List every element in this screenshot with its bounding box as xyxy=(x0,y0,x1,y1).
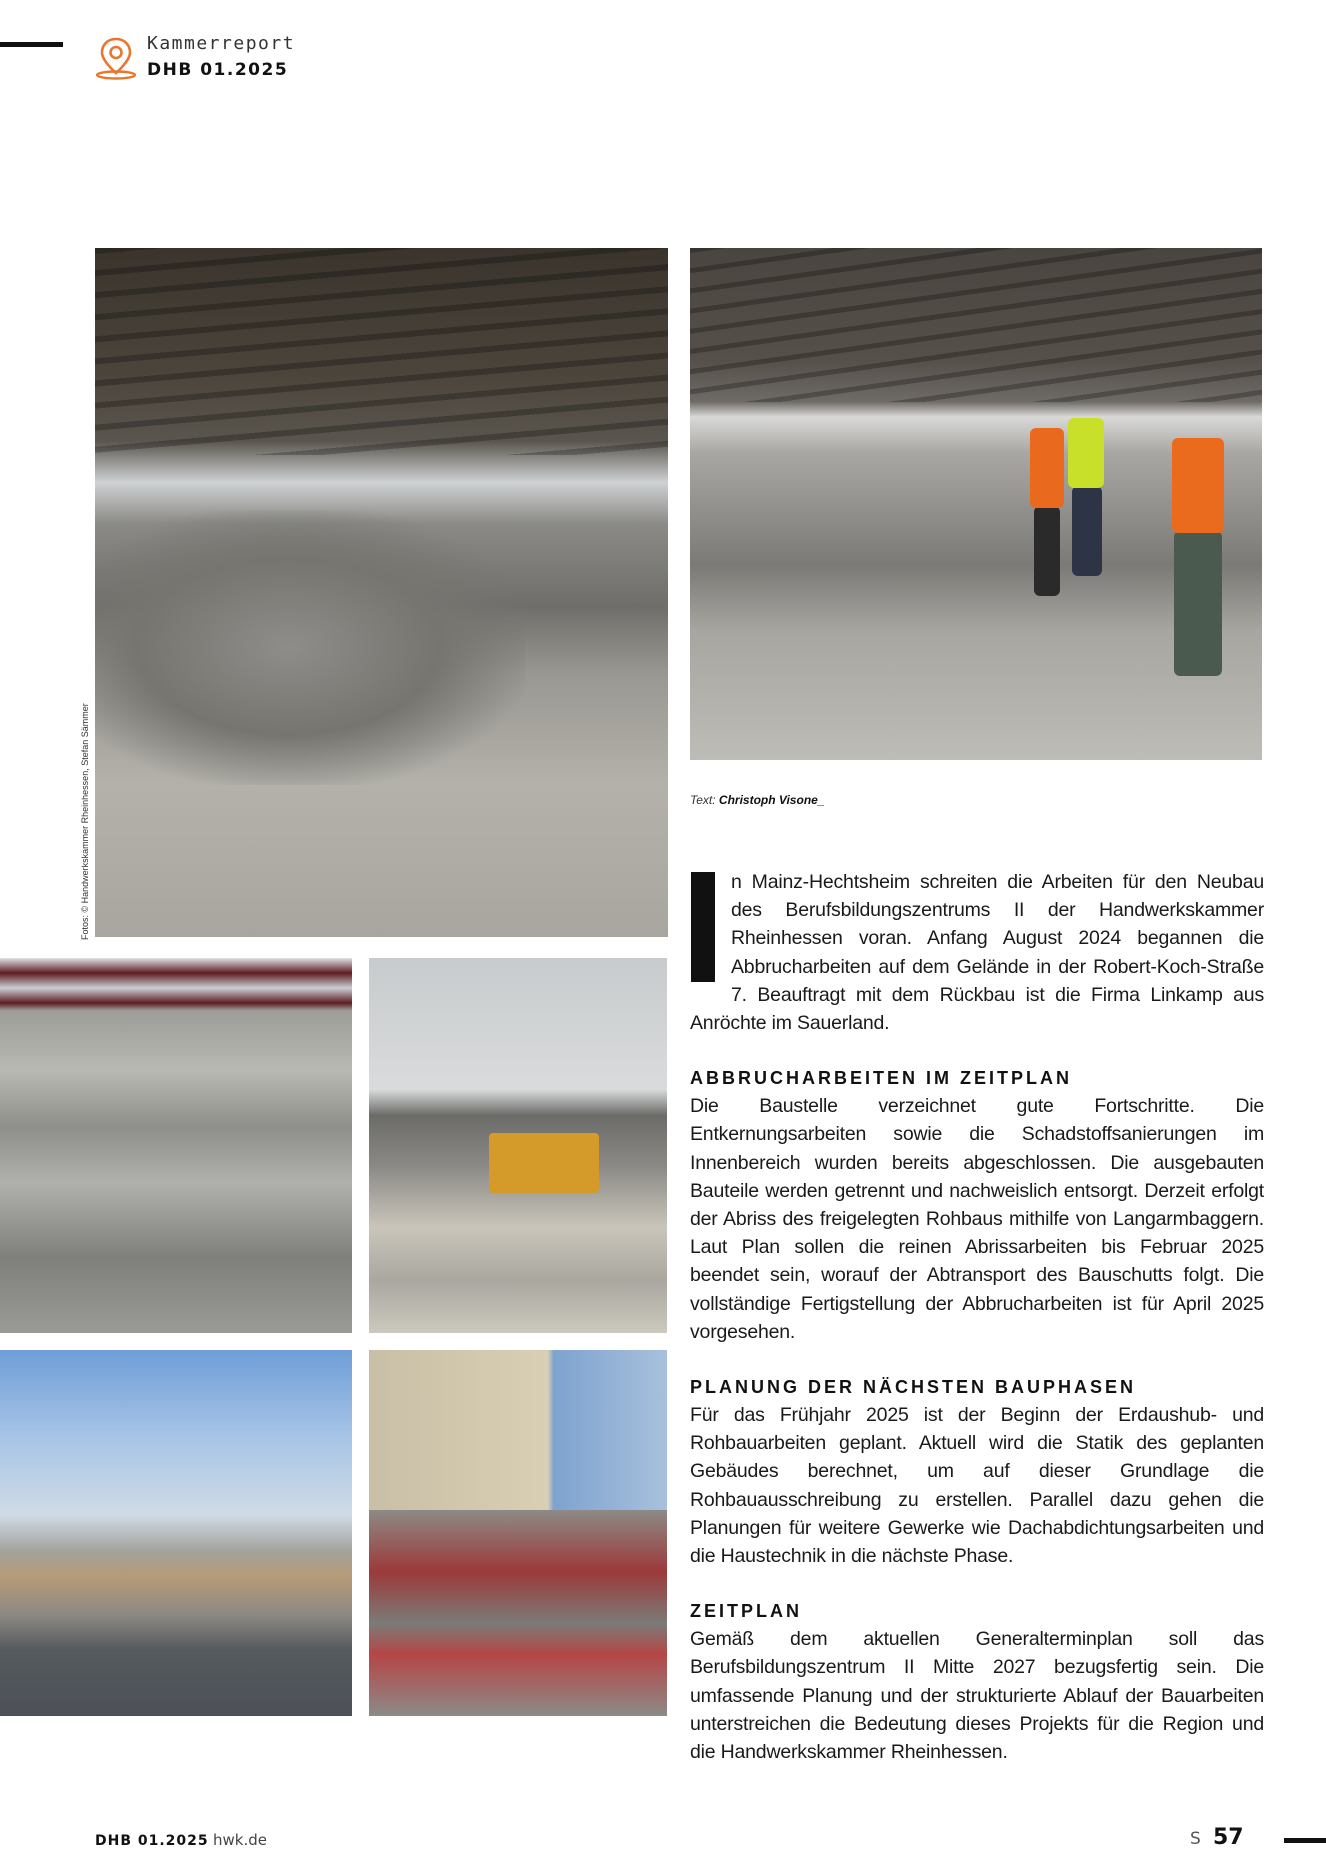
page-number: 57 xyxy=(1213,1825,1244,1850)
worker-vest-orange xyxy=(1172,438,1224,533)
footer-website-link[interactable]: hwk.de xyxy=(213,1831,267,1849)
worker-figure xyxy=(1072,486,1102,576)
photo-debris-wall xyxy=(0,958,352,1333)
photo-credit: Fotos: © Handwerkskammer Rheinhessen, Stefan Sämmer xyxy=(80,703,90,940)
section-heading: ZEITPLAN xyxy=(690,1601,802,1622)
byline-prefix: Text: xyxy=(690,793,716,807)
photo-site-inspection xyxy=(690,248,1262,760)
worker-figure xyxy=(1174,531,1222,676)
section-paragraph: Die Baustelle verzeichnet gute Fortschritte. Die Entkernungsarbeiten sowie die Schadstoffsanierungen im Innenbereich wurden bereits abgeschlossen. Die ausgebauten Bauteile werden getrennt und nachweislich entsorgt. Derzeit erfolgt der Abriss des freigelegten Rohbaus mithilfe von Langarmbaggern. Laut Plan sollen die reinen Abrissarbeiten bis Februar 2025 beendet sein, worauf der Abtransport des Bauschutts folgt. Die vollständige Fertigstellung der Abbrucharbeiten ist für April 2025 vorgesehen. xyxy=(690,1095,1264,1343)
issue-label: DHB 01.2025 xyxy=(147,60,289,80)
bottom-right-rule xyxy=(1284,1838,1326,1843)
worker-figure xyxy=(1034,506,1060,596)
worker-vest-yellow xyxy=(1068,418,1104,488)
intro-paragraph: n Mainz-Hechtsheim schreiten die Arbeiten für den Neubau des Berufsbildungszentrums II der Handwerkskammer Rheinhessen voran. Anfang August 2024 begannen die Abbrucharbeiten auf dem Gelände in der Robert-Koch-Straße 7. Beauftragt mit dem Rückbau ist die Firma Linkamp aus Anröchte im Sauerland. xyxy=(690,871,1264,1035)
top-left-rule xyxy=(0,42,63,47)
page-prefix: S xyxy=(1190,1829,1201,1849)
section-paragraph: Für das Frühjahr 2025 ist der Beginn der Erdaushub- und Rohbauarbeiten geplant. Aktuell wird die Statik des geplanten Gebäudes berechnet, um auf dieser Grundlage die Rohbauausschreibung zu erstellen. Parallel dazu gehen die Planungen für weitere Gewerke wie Dachabdichtungsarbeiten und die Haustechnik in die nächste Phase. xyxy=(690,1404,1264,1568)
photo-interior-rubble xyxy=(95,248,668,937)
worker-vest-orange xyxy=(1030,428,1064,508)
photo-demolished-windows xyxy=(369,1350,667,1716)
dropcap-initial xyxy=(691,872,715,982)
section-heading: ABBRUCHARBEITEN IM ZEITPLAN xyxy=(690,1068,1072,1089)
footer-issue: DHB 01.2025 xyxy=(95,1833,209,1849)
photo-exterior xyxy=(0,1350,352,1716)
section-heading: PLANUNG DER NÄCHSTEN BAUPHASEN xyxy=(690,1377,1137,1398)
section-paragraph: Gemäß dem aktuellen Generalterminplan soll das Berufsbildungszentrum II Mitte 2027 bezugsfertig sein. Die umfassende Planung und der strukturierte Ablauf der Bauarbeiten unterstreichen die Bedeutung dieses Projekts für die Region und die Handwerkskammer Rheinhessen. xyxy=(690,1628,1264,1764)
byline-author: Christoph Visone_ xyxy=(718,793,825,807)
byline xyxy=(690,793,825,807)
photo-excavator xyxy=(369,958,667,1333)
section-kicker: Kammerreport xyxy=(147,33,296,54)
location-pin-icon xyxy=(95,36,137,80)
article-body xyxy=(690,868,1264,1766)
